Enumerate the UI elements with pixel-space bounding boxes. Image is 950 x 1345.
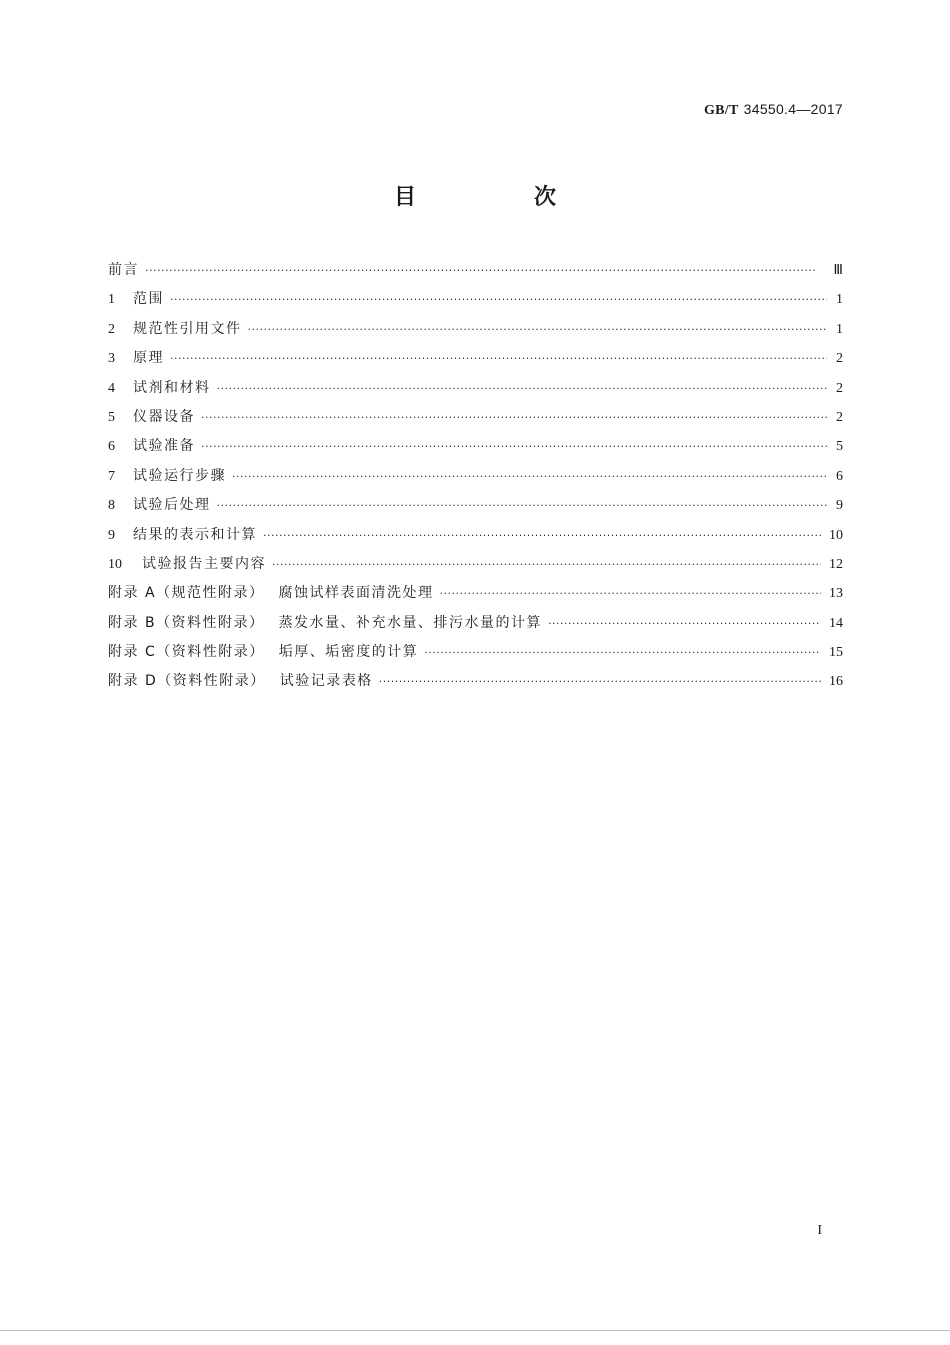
page-title: 目 次 bbox=[393, 185, 604, 210]
toc-entry-label bbox=[133, 319, 242, 339]
toc-entry-label bbox=[133, 407, 195, 427]
toc-entry[interactable] bbox=[108, 436, 843, 465]
toc-dot-leader bbox=[272, 555, 821, 575]
toc-entry-page: 10 bbox=[829, 527, 843, 543]
toc-dot-leader bbox=[201, 408, 827, 428]
toc-entry[interactable] bbox=[108, 613, 843, 642]
toc-entry-page: 2 bbox=[836, 380, 843, 396]
toc-entry-page: Ⅲ bbox=[833, 263, 843, 278]
toc-dot-leader bbox=[170, 290, 827, 310]
toc-entry-title: 试验后处理 bbox=[133, 497, 211, 514]
toc-entry-label bbox=[108, 613, 542, 633]
page-number: I bbox=[817, 1223, 822, 1238]
toc-entry-label bbox=[108, 583, 434, 603]
toc-entry[interactable] bbox=[108, 407, 843, 436]
toc-entry-title: 范围 bbox=[133, 291, 164, 308]
toc-entry-page: 1 bbox=[836, 321, 843, 337]
toc-entry-subtitle: 试验记录表格 bbox=[279, 673, 373, 690]
toc-entry-title: 结果的表示和计算 bbox=[133, 526, 257, 543]
toc-entry-subtitle: 腐蚀试样表面清洗处理 bbox=[278, 585, 434, 602]
toc-dot-leader bbox=[145, 261, 825, 281]
toc-entry-title: 附录 D（资料性附录） bbox=[108, 673, 266, 690]
toc-dot-leader bbox=[263, 526, 821, 546]
toc-entry-page: 2 bbox=[836, 409, 843, 425]
toc-entry-title: 试验准备 bbox=[133, 438, 195, 455]
toc-entry[interactable] bbox=[108, 642, 843, 671]
toc-entry-title: 附录 A（规范性附录） bbox=[108, 585, 265, 602]
toc-entry-label bbox=[133, 378, 211, 398]
toc-dot-leader bbox=[424, 643, 821, 663]
toc-entry-page: 5 bbox=[836, 439, 843, 455]
toc-entry-number: 10 bbox=[108, 556, 122, 572]
toc-dot-leader bbox=[217, 379, 828, 399]
toc-entry-subtitle: 蒸发水量、补充水量、排污水量的计算 bbox=[278, 614, 543, 631]
toc-dot-leader bbox=[201, 437, 827, 457]
toc-entry-title: 原理 bbox=[133, 350, 164, 367]
toc-entry-title: 仪器设备 bbox=[133, 408, 195, 425]
toc-entry[interactable] bbox=[108, 554, 843, 583]
toc-entry-page: 14 bbox=[829, 615, 843, 631]
toc-dot-leader bbox=[232, 467, 827, 487]
toc-entry-page: 6 bbox=[836, 468, 843, 484]
toc-entry[interactable] bbox=[108, 525, 843, 554]
toc-entry-title: 规范性引用文件 bbox=[133, 320, 242, 337]
toc-entry-page: 12 bbox=[829, 556, 843, 572]
toc-entry-title: 前言 bbox=[108, 262, 139, 278]
toc-entry-label bbox=[133, 289, 164, 309]
toc-entry[interactable] bbox=[108, 583, 843, 612]
toc-entry-label bbox=[133, 466, 226, 486]
toc-dot-leader bbox=[440, 584, 821, 604]
toc-entry-label bbox=[133, 495, 211, 515]
toc-entry-number: 3 bbox=[108, 351, 115, 367]
toc-entry-page: 13 bbox=[829, 586, 843, 602]
toc-dot-leader bbox=[217, 496, 828, 516]
toc-entry[interactable] bbox=[108, 348, 843, 377]
toc-entry-number: 4 bbox=[108, 380, 115, 396]
toc-entry-label bbox=[108, 260, 139, 280]
toc-dot-leader bbox=[248, 320, 828, 340]
toc-entry-page: 1 bbox=[836, 292, 843, 308]
toc-dot-leader bbox=[548, 614, 821, 634]
toc-entry-number: 7 bbox=[108, 468, 115, 484]
toc-entry-page: 9 bbox=[836, 498, 843, 514]
toc-entry-page: 15 bbox=[829, 645, 843, 661]
toc-entry-label bbox=[133, 436, 195, 456]
toc-entry-number: 8 bbox=[108, 498, 115, 514]
toc-entry-label bbox=[142, 554, 266, 574]
standard-code bbox=[704, 101, 843, 119]
toc-entry-label bbox=[133, 525, 257, 545]
toc-entry[interactable] bbox=[108, 260, 843, 289]
toc-entry-title: 试验运行步骤 bbox=[133, 467, 226, 484]
toc-dot-leader bbox=[170, 349, 827, 369]
toc-entry-title: 试剂和材料 bbox=[133, 379, 211, 396]
toc-dot-leader bbox=[379, 672, 821, 692]
toc-entry-number: 1 bbox=[108, 292, 115, 308]
toc-entry[interactable] bbox=[108, 319, 843, 348]
table-of-contents bbox=[108, 260, 843, 701]
toc-entry[interactable] bbox=[108, 378, 843, 407]
toc-entry-page: 2 bbox=[836, 351, 843, 367]
toc-entry-number: 6 bbox=[108, 439, 115, 455]
bottom-border bbox=[0, 1330, 950, 1331]
toc-entry[interactable] bbox=[108, 289, 843, 318]
toc-entry-label bbox=[108, 671, 373, 691]
toc-entry[interactable] bbox=[108, 671, 843, 700]
toc-entry[interactable] bbox=[108, 466, 843, 495]
toc-entry-label bbox=[108, 642, 418, 662]
toc-entry-title: 附录 B（资料性附录） bbox=[108, 614, 265, 631]
toc-entry-title: 试验报告主要内容 bbox=[142, 555, 266, 572]
toc-entry-number: 2 bbox=[108, 321, 115, 337]
standard-code-number: 34550.4—2017 bbox=[743, 101, 843, 117]
toc-entry-page: 16 bbox=[829, 674, 843, 690]
toc-entry-title: 附录 C（资料性附录） bbox=[108, 644, 265, 661]
toc-entry-number: 9 bbox=[108, 527, 115, 543]
toc-entry-subtitle: 垢厚、垢密度的计算 bbox=[278, 644, 419, 661]
toc-entry[interactable] bbox=[108, 495, 843, 524]
toc-entry-number: 5 bbox=[108, 409, 115, 425]
toc-entry-label bbox=[133, 348, 164, 368]
standard-code-prefix: GB/T bbox=[703, 103, 739, 118]
